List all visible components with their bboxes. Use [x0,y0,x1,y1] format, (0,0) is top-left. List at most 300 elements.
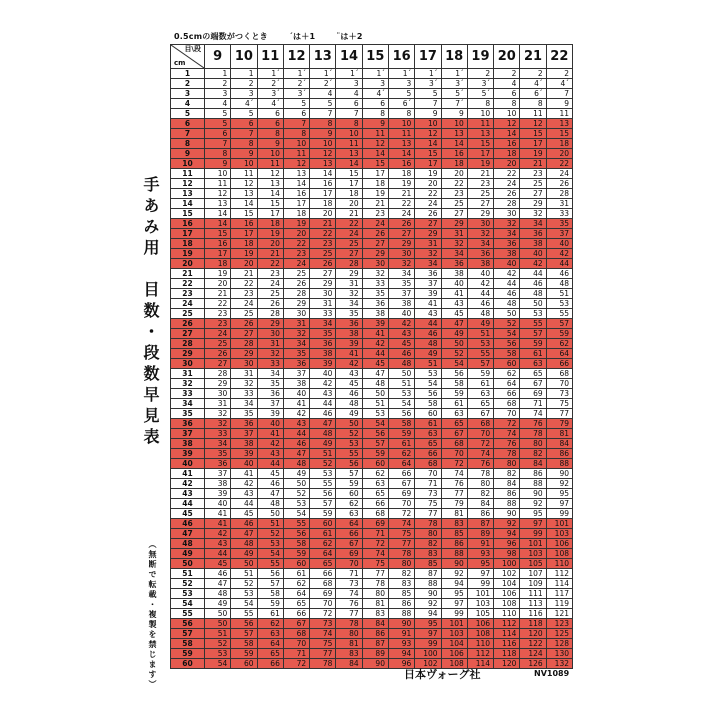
table-cell: 43 [336,369,362,379]
table-cell: 42 [467,279,493,289]
table-cell: 53 [388,389,414,399]
table-cell: 32 [441,239,467,249]
table-cell: 8 [388,109,414,119]
table-cell: 45 [441,309,467,319]
table-cell: 48 [546,279,572,289]
table-cell: 32 [205,419,231,429]
table-row [171,119,573,129]
table-cell: 59 [283,549,309,559]
table-cell: 70 [415,469,441,479]
table-cell: 65 [257,649,283,659]
table-cell: 1´ [415,69,441,79]
table-cell: 74 [467,449,493,459]
table-cell: 58 [231,639,257,649]
table-cell: 19 [415,169,441,179]
fraction-note-text: 0.5cmの端数がつくとき [174,32,268,41]
table-row [171,529,573,539]
table-cell: 17 [205,249,231,259]
row-label: 52 [171,579,205,589]
table-cell: 62 [283,579,309,589]
table-cell: 36 [362,299,388,309]
table-cell: 92 [520,499,546,509]
table-cell: 25 [231,309,257,319]
table-cell: 125 [546,629,572,639]
column-header: 9 [205,45,231,69]
table-cell: 84 [467,499,493,509]
table-cell: 87 [362,639,388,649]
table-cell: 121 [546,609,572,619]
row-label: 45 [171,509,205,519]
table-cell: 13 [336,149,362,159]
corner-top-label: 目\段 [184,45,201,53]
table-cell: 11 [336,139,362,149]
table-cell: 84 [546,439,572,449]
table-cell: 27 [336,249,362,259]
table-cell: 51 [205,629,231,639]
row-label: 25 [171,309,205,319]
table-cell: 6 [336,99,362,109]
table-cell: 2 [520,69,546,79]
table-row [171,109,573,119]
table-cell: 5 [415,89,441,99]
table-cell: 12 [415,129,441,139]
table-cell: 106 [441,649,467,659]
table-cell: 56 [231,619,257,629]
table-cell: 33 [231,389,257,399]
table-cell: 15 [362,159,388,169]
table-cell: 45 [362,359,388,369]
table-cell: 17 [415,159,441,169]
row-label: 47 [171,529,205,539]
table-cell: 42 [546,249,572,259]
table-cell: 67 [283,619,309,629]
table-cell: 39 [415,289,441,299]
table-cell: 23 [205,319,231,329]
table-cell: 4´ [257,99,283,109]
table-cell: 52 [231,579,257,589]
table-cell: 29 [283,299,309,309]
table-row [171,139,573,149]
row-label: 12 [171,179,205,189]
table-cell: 35 [546,219,572,229]
table-cell: 61 [310,529,336,539]
table-cell: 26 [415,209,441,219]
table-cell: 26 [310,259,336,269]
table-cell: 82 [415,539,441,549]
table-cell: 34 [441,249,467,259]
table-cell: 14 [441,139,467,149]
row-label: 21 [171,269,205,279]
table-cell: 106 [467,619,493,629]
table-cell: 90 [520,489,546,499]
table-cell: 25 [336,239,362,249]
table-cell: 24 [415,199,441,209]
table-cell: 53 [283,499,309,509]
table-cell: 10 [441,119,467,129]
table-cell: 40 [441,279,467,289]
table-cell: 76 [441,479,467,489]
table-cell: 40 [546,239,572,249]
table-cell: 73 [415,489,441,499]
table-cell: 21 [231,269,257,279]
table-cell: 44 [257,459,283,469]
table-cell: 60 [310,519,336,529]
table-cell: 102 [494,569,520,579]
row-label: 29 [171,349,205,359]
table-cell: 59 [546,329,572,339]
table-cell: 58 [388,419,414,429]
table-cell: 39 [257,409,283,419]
table-cell: 40 [310,369,336,379]
table-cell: 74 [310,629,336,639]
table-cell: 24 [205,329,231,339]
table-cell: 8 [467,99,493,109]
table-cell: 57 [336,469,362,479]
table-cell: 71 [362,529,388,539]
table-cell: 4´ [231,99,257,109]
column-header: 22 [546,45,572,69]
table-cell: 65 [283,599,309,609]
table-cell: 55 [546,309,572,319]
table-cell: 22 [257,259,283,269]
table-cell: 40 [388,309,414,319]
row-label: 26 [171,319,205,329]
table-cell: 17 [283,199,309,209]
table-cell: 78 [467,469,493,479]
publisher-name: 日本ヴォーグ社 [404,668,481,681]
table-cell: 37 [257,399,283,409]
table-cell: 128 [546,639,572,649]
table-cell: 32 [283,329,309,339]
table-cell: 13 [231,189,257,199]
table-cell: 42 [336,359,362,369]
table-cell: 65 [467,399,493,409]
table-cell: 5 [310,99,336,109]
table-cell: 18 [257,219,283,229]
table-cell: 30 [257,329,283,339]
table-cell: 6 [257,109,283,119]
table-cell: 10 [257,149,283,159]
table-cell: 88 [388,609,414,619]
table-cell: 68 [467,419,493,429]
table-cell: 63 [520,359,546,369]
table-cell: 27 [388,229,414,239]
table-cell: 6 [205,129,231,139]
table-cell: 38 [388,299,414,309]
table-cell: 5´ [467,89,493,99]
table-cell: 55 [467,349,493,359]
table-cell: 8 [494,99,520,109]
table-cell: 96 [388,659,414,669]
table-cell: 5´ [441,89,467,99]
table-cell: 48 [310,429,336,439]
table-cell: 27 [520,189,546,199]
table-cell: 23 [310,239,336,249]
table-cell: 70 [310,599,336,609]
table-cell: 29 [467,209,493,219]
table-cell: 58 [257,589,283,599]
table-cell: 82 [467,489,493,499]
table-cell: 19 [283,219,309,229]
table-cell: 76 [336,599,362,609]
table-cell: 54 [415,379,441,389]
table-cell: 99 [520,529,546,539]
table-cell: 7 [283,119,309,129]
table-cell: 3 [336,79,362,89]
table-row [171,439,573,449]
table-cell: 9 [310,129,336,139]
table-cell: 12 [283,159,309,169]
table-row [171,189,573,199]
table-cell: 62 [336,499,362,509]
table-cell: 110 [467,639,493,649]
table-cell: 83 [388,579,414,589]
table-cell: 23 [231,289,257,299]
table-cell: 9 [415,109,441,119]
table-cell: 61 [520,349,546,359]
column-header: 20 [494,45,520,69]
table-cell: 1´ [388,69,414,79]
table-cell: 112 [467,649,493,659]
table-cell: 23 [467,179,493,189]
table-cell: 113 [520,599,546,609]
table-cell: 66 [362,499,388,509]
table-cell: 9 [231,149,257,159]
table-cell: 37 [205,469,231,479]
table-row [171,619,573,629]
table-row [171,299,573,309]
table-row [171,399,573,409]
table-cell: 34 [283,339,309,349]
table-cell: 43 [231,489,257,499]
table-cell: 53 [520,309,546,319]
table-cell: 95 [520,509,546,519]
table-cell: 34 [231,399,257,409]
table-cell: 52 [310,459,336,469]
table-cell: 92 [441,569,467,579]
table-row [171,389,573,399]
table-cell: 33 [205,429,231,439]
table-cell: 17 [257,209,283,219]
table-cell: 118 [520,619,546,629]
table-cell: 4 [336,89,362,99]
table-cell: 13 [257,179,283,189]
table-cell: 53 [231,589,257,599]
table-cell: 48 [494,299,520,309]
table-cell: 16 [283,189,309,199]
table-cell: 18 [310,199,336,209]
table-cell: 88 [441,549,467,559]
table-cell: 64 [283,589,309,599]
table-cell: 78 [388,549,414,559]
product-code: NV1089 [534,669,570,678]
table-cell: 10 [415,119,441,129]
table-cell: 72 [388,509,414,519]
table-cell: 10 [205,169,231,179]
table-cell: 58 [415,399,441,409]
table-cell: 24 [336,229,362,239]
table-cell: 36 [205,459,231,469]
table-cell: 50 [231,559,257,569]
table-cell: 54 [257,549,283,559]
table-cell: 25 [520,179,546,189]
table-cell: 90 [415,589,441,599]
table-cell: 82 [520,449,546,459]
table-cell: 39 [310,359,336,369]
table-cell: 49 [205,599,231,609]
table-cell: 22 [494,169,520,179]
table-cell: 64 [546,349,572,359]
table-cell: 31 [257,339,283,349]
table-cell: 48 [257,499,283,509]
table-row [171,259,573,269]
table-cell: 120 [494,659,520,669]
table-cell: 18 [231,239,257,249]
table-cell: 34 [388,269,414,279]
table-cell: 32 [205,409,231,419]
table-cell: 53 [467,339,493,349]
table-cell: 110 [546,559,572,569]
table-cell: 37 [388,289,414,299]
table-cell: 59 [441,389,467,399]
table-cell: 28 [336,259,362,269]
table-cell: 74 [520,409,546,419]
table-cell: 36 [494,239,520,249]
table-cell: 36 [467,249,493,259]
table-cell: 50 [362,389,388,399]
table-cell: 103 [520,549,546,559]
table-cell: 57 [467,359,493,369]
table-cell: 72 [467,439,493,449]
table-cell: 34 [257,369,283,379]
table-cell: 34 [520,219,546,229]
table-cell: 24 [257,279,283,289]
table-cell: 39 [362,319,388,329]
table-cell: 35 [205,449,231,459]
table-cell: 25 [257,289,283,299]
table-cell: 78 [336,619,362,629]
table-cell: 15 [336,169,362,179]
table-cell: 65 [415,439,441,449]
table-cell: 33 [546,209,572,219]
table-cell: 54 [231,599,257,609]
table-cell: 45 [257,469,283,479]
table-cell: 53 [310,469,336,479]
table-cell: 31 [415,239,441,249]
table-cell: 77 [362,569,388,579]
table-cell: 22 [415,189,441,199]
table-row [171,209,573,219]
row-label: 8 [171,139,205,149]
table-cell: 56 [441,369,467,379]
table-cell: 30 [494,209,520,219]
table-cell: 78 [362,579,388,589]
table-cell: 47 [283,449,309,459]
row-label: 4 [171,99,205,109]
column-header: 12 [283,45,309,69]
table-cell: 50 [520,299,546,309]
table-cell: 27 [231,329,257,339]
table-cell: 51 [388,379,414,389]
table-row [171,279,573,289]
table-cell: 46 [310,409,336,419]
table-cell: 59 [257,599,283,609]
table-cell: 22 [336,219,362,229]
table-cell: 86 [441,539,467,549]
table-cell: 62 [546,339,572,349]
table-cell: 73 [336,579,362,589]
table-cell: 72 [283,659,309,669]
table-cell: 106 [494,589,520,599]
table-cell: 14 [310,169,336,179]
table-cell: 49 [441,329,467,339]
table-cell: 83 [441,519,467,529]
table-cell: 43 [257,449,283,459]
table-cell: 23 [441,189,467,199]
table-cell: 3´ [283,89,309,99]
table-cell: 42 [283,409,309,419]
table-cell: 14 [205,209,231,219]
table-cell: 13 [441,129,467,139]
table-cell: 7 [231,129,257,139]
table-cell: 90 [362,659,388,669]
table-cell: 49 [231,549,257,559]
header-row [171,45,573,69]
table-cell: 43 [310,389,336,399]
table-cell: 66 [336,529,362,539]
table-cell: 56 [415,389,441,399]
row-label: 7 [171,129,205,139]
table-cell: 41 [205,509,231,519]
table-cell: 49 [467,319,493,329]
table-cell: 72 [310,609,336,619]
table-cell: 76 [494,439,520,449]
table-cell: 31 [546,199,572,209]
table-cell: 53 [257,539,283,549]
table-cell: 5 [283,99,309,109]
table-cell: 24 [546,169,572,179]
table-cell: 69 [362,519,388,529]
table-cell: 47 [310,419,336,429]
table-cell: 30 [231,359,257,369]
table-cell: 23 [205,309,231,319]
table-cell: 55 [257,559,283,569]
table-cell: 66 [283,609,309,619]
table-cell: 75 [546,399,572,409]
table-cell: 80 [520,439,546,449]
table-row [171,149,573,159]
table-cell: 62 [362,469,388,479]
row-label: 1 [171,69,205,79]
table-cell: 21 [257,249,283,259]
table-cell: 50 [283,479,309,489]
table-cell: 40 [283,389,309,399]
table-cell: 85 [415,559,441,569]
table-cell: 97 [520,519,546,529]
table-cell: 111 [520,589,546,599]
table-cell: 2´ [310,79,336,89]
table-cell: 10 [231,159,257,169]
table-cell: 63 [441,409,467,419]
table-cell: 64 [336,519,362,529]
table-row [171,199,573,209]
table-cell: 29 [362,249,388,259]
table-cell: 74 [494,429,520,439]
table-cell: 82 [388,569,414,579]
table-cell: 88 [415,579,441,589]
table-cell: 37 [283,369,309,379]
table-cell: 31 [283,319,309,329]
